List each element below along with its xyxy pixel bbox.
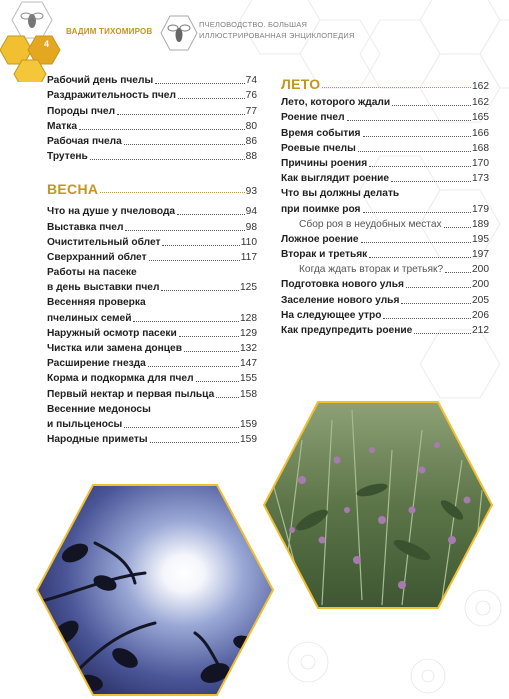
toc-entry[interactable]: Рабочий день пчелы 74 [47,75,257,87]
toc-entry[interactable]: Ложное роение 195 [281,233,489,245]
sun-through-branches-photo [35,483,275,698]
toc-entry[interactable]: Работы на пасеке [47,267,137,279]
header-title-line-2: ИЛЛЮСТРИРОВАННАЯ ЭНЦИКЛОПЕДИЯ [199,31,355,40]
toc-entry[interactable]: Вторак и третьяк 197 [281,249,489,261]
toc-entry[interactable]: Раздражительность пчел 76 [47,90,257,102]
toc-entry[interactable]: Заселение нового улья 205 [281,294,489,306]
toc-entry[interactable]: На следующее утро 206 [281,309,489,321]
toc-entry[interactable]: Корма и подкормка для пчел 155 [47,373,257,385]
toc-entry[interactable]: Лето, которого ждали 162 [281,97,489,109]
bee-emblem-icon [160,14,200,54]
toc-entry[interactable]: Время события 166 [281,127,489,139]
toc-entry[interactable]: Рабочая пчела 86 [47,135,257,147]
toc-subentry[interactable]: Сбор роя в неудобных местах 189 [299,218,489,230]
header-title-line-1: ПЧЕЛОВОДСТВО. БОЛЬШАЯ [199,20,308,29]
toc-entry[interactable]: Наружный осмотр пасеки 129 [47,327,257,339]
toc-entry[interactable]: в день выставки пчел 125 [47,282,257,294]
toc-entry[interactable]: Что вы должны делать [281,188,400,200]
toc-entry[interactable]: Что на душе у пчеловода 94 [47,206,257,218]
header-author: ВАДИМ ТИХОМИРОВ [66,27,153,36]
wildflowers-meadow-photo [262,400,494,610]
toc-entry[interactable]: Подготовка нового улья 200 [281,279,489,291]
toc-entry[interactable]: Породы пчел 77 [47,105,257,117]
toc-section-spring[interactable]: ВЕСНА 93 [47,181,257,198]
toc-entry[interactable]: Причины роения 170 [281,157,489,169]
toc-spring-entries [47,203,257,446]
toc-top-entries [47,72,257,163]
toc-entry[interactable]: Трутень 88 [47,151,257,163]
toc-summer-entries [281,94,489,337]
toc-entry[interactable]: Выставка пчел 98 [47,221,257,233]
toc-entry[interactable]: Первый нектар и первая пыльца 158 [47,388,257,400]
toc-entry[interactable]: Народные приметы 159 [47,434,257,446]
toc-section-summer[interactable]: ЛЕТО 162 [281,76,489,92]
toc-entry[interactable]: Матка 80 [47,120,257,132]
toc-entry[interactable]: Весенняя проверка [47,297,146,309]
toc-entry[interactable]: Как выглядит роение 173 [281,173,489,185]
toc-entry[interactable]: Расширение гнезда 147 [47,358,257,370]
toc-entry[interactable]: пчелиных семей 128 [47,312,257,324]
toc-right-column [281,70,489,337]
toc-left-column [47,72,257,446]
page-number: 4 [44,39,50,49]
toc-entry[interactable]: и пыльценосы 159 [47,418,257,430]
toc-entry[interactable]: при поимке роя 179 [281,203,489,215]
toc-subentry[interactable]: Когда ждать вторак и третьяк? 200 [299,264,489,276]
toc-entry[interactable]: Роевые пчелы 168 [281,142,489,154]
toc-entry[interactable]: Как предупредить роение 212 [281,325,489,336]
toc-entry[interactable]: Роение пчел 165 [281,112,489,124]
toc-entry[interactable]: Очистительный облет 110 [47,236,257,248]
toc-entry[interactable]: Сверхранний облет 117 [47,251,257,263]
toc-entry[interactable]: Весенние медоносы [47,403,151,415]
toc-entry[interactable]: Чистка или замена донцев 132 [47,343,257,354]
